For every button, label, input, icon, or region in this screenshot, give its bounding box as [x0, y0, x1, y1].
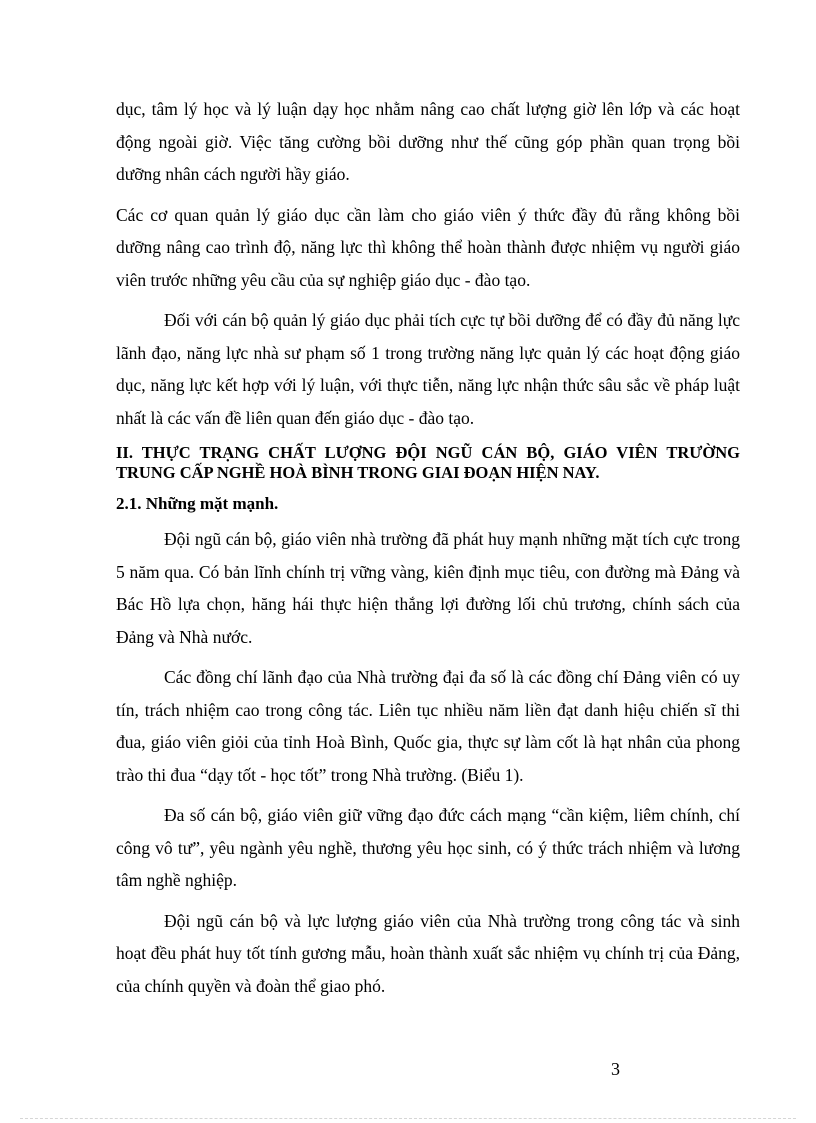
- paragraph-exemplary-conduct: Đội ngũ cán bộ và lực lượng giáo viên của Nhà trường trong công tác và sinh hoạt đều phát huy tốt tính gương mẫu, hoàn thành xuất sắc nhiệm vụ chính trị của Đảng, của chính quyền và đoàn thể giao phó.: [116, 910, 740, 996]
- page-body: [116, 93, 740, 1002]
- paragraph-training-awareness: Các cơ quan quản lý giáo dục cần làm cho giáo viên ý thức đầy đủ rằng không bồi dưỡng nâng cao trình độ, năng lực thì không thể hoàn thành được nhiệm vụ người giáo viên trước những yêu cầu của sự nghiệp giáo dục - đào tạo.: [116, 204, 740, 290]
- paragraph-continuation: dục, tâm lý học và lý luận dạy học nhằm nâng cao chất lượng giờ lên lớp và các hoạt động ngoài giờ. Việc tăng cường bồi dưỡng như thế cũng góp phần quan trọng bồi dưỡng nhân cách người hầy giáo.: [116, 99, 740, 184]
- paragraph-leadership: Các đồng chí lãnh đạo của Nhà trường đại đa số là các đồng chí Đảng viên có uy tín, trách nhiệm cao trong công tác. Liên tục nhiều năm liền đạt danh hiệu chiến sĩ thi đua, giáo viên giỏi của tỉnh Hoà Bình, Quốc gia, thực sự làm cốt là hạt nhân của phong trào thi đua “dạy tốt - học tốt” trong Nhà trường. (Biểu 1).: [116, 667, 740, 785]
- paragraph-ethics: Đa số cán bộ, giáo viên giữ vững đạo đức cách mạng “cần kiệm, liêm chính, chí công vô tư”, yêu ngành yêu nghề, thương yêu học sinh, có ý thức trách nhiệm và lương tâm nghề nghiệp.: [116, 805, 740, 890]
- page-number: 3: [611, 1059, 620, 1079]
- paragraph-management-staff: Đối với cán bộ quản lý giáo dục phải tích cực tự bồi dưỡng để có đầy đủ năng lực lãnh đạo, năng lực nhà sư phạm số 1 trong trường năng lực quản lý các hoạt động giáo dục, năng lực kết hợp với lý luận, với thực tiễn, năng lực nhận thức sâu sắc về pháp luật nhất là các vấn đề liên quan đến giáo dục - đào tạo.: [116, 310, 740, 428]
- page-bottom-edge: [20, 1118, 796, 1119]
- section-heading: II. THỰC TRẠNG CHẤT LƯỢNG ĐỘI NGŨ CÁN BỘ, GIÁO VIÊN TRƯỜNG TRUNG CẤP NGHỀ HOÀ BÌNH TRONG GIAI ĐOẠN HIỆN NAY.: [116, 443, 740, 482]
- subsection-heading: 2.1. Những mặt mạnh.: [116, 494, 279, 513]
- paragraph-strengths-overview: Đội ngũ cán bộ, giáo viên nhà trường đã phát huy mạnh những mặt tích cực trong 5 năm qua. Có bản lĩnh chính trị vững vàng, kiên định mục tiêu, con đường mà Đảng và Bác Hồ lựa chọn, hăng hái thực hiện thắng lợi đường lối chủ trương, chính sách của Đảng và Nhà nước.: [116, 529, 740, 647]
